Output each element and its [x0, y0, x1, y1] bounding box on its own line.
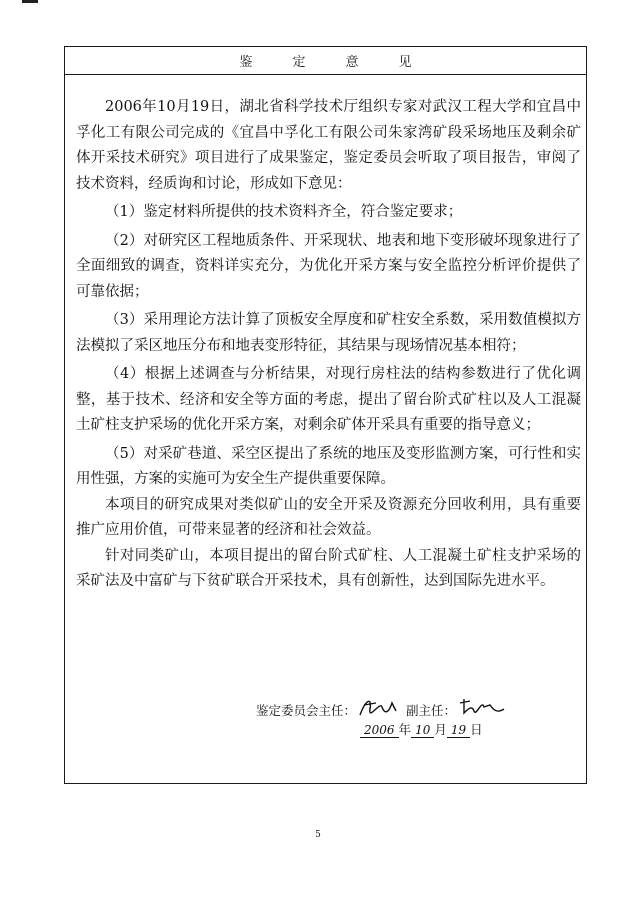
opinion-body — [76, 95, 581, 595]
chair-signature-icon — [358, 695, 400, 719]
chair-label: 鉴定委员会主任： — [256, 703, 357, 718]
year-label: 年 — [398, 722, 412, 737]
form-title: 鉴定意见 — [239, 55, 452, 70]
appraisal-opinion-form — [64, 46, 587, 784]
form-header — [65, 47, 586, 75]
conclusion-paragraph-1: 本项目的研究成果对类似矿山的安全开采及资源充分回收利用，具有重要推广应用价值，可带来显著的经济和社会效益。 — [76, 496, 581, 538]
opinion-item-1: （1）鉴定材料所提供的技术资料齐全，符合鉴定要求； — [105, 204, 463, 220]
date-row — [360, 720, 483, 738]
year-field — [360, 723, 399, 738]
day-field — [447, 723, 470, 738]
opinion-item-3: （3）采用理论方法计算了顶板安全厚度和矿柱安全系数，采用数值模拟方法模拟了采区地压分布和地表变形特征，其结果与现场情况基本相符； — [76, 312, 581, 354]
day-label: 日 — [470, 722, 483, 737]
conclusion-paragraph-2: 针对同类矿山，本项目提出的留台阶式矿柱、人工混凝土矿柱支护采场的采矿法及中富矿与下贫矿联合开采技术，具有创新性，达到国际先进水平。 — [76, 547, 581, 589]
opinion-item-4: （4）根据上述调查与分析结果，对现行房柱法的结构参数进行了优化调整，基于技术、经济和安全等方面的考虑，提出了留台阶式矿柱以及人工混凝土矿柱支护采场的优化开采方案，对剩余矿体开采具有重要的指导意义； — [76, 366, 581, 433]
signature-row — [256, 695, 512, 719]
month-field — [411, 723, 434, 738]
page-number: 5 — [315, 830, 321, 840]
intro-paragraph: 2006年10月19日，湖北省科学技术厅组织专家对武汉工程大学和宜昌中孚化工有限公司完成的《宜昌中孚化工有限公司朱家湾矿段采场地压及剩余矿体开采技术研究》项目进行了成果鉴定，鉴定委员会听取了项目报告，审阅了技术资料，经质询和讨论，形成如下意见： — [76, 99, 581, 192]
day-value: 19 — [450, 723, 467, 737]
vice-chair-label: 副主任： — [406, 703, 457, 718]
month-label: 月 — [434, 722, 447, 737]
opinion-item-2: （2）对研究区工程地质条件、开采现状、地表和地下变形破坏现象进行了全面细致的调查，资料详实充分，为优化开采方案与安全监控分析评价提供了可靠依据； — [76, 232, 581, 300]
month-value: 10 — [415, 723, 431, 737]
vice-chair-signature-icon — [458, 695, 506, 719]
year-value: 2006 — [364, 723, 395, 737]
scan-corner-mark — [22, 0, 38, 3]
opinion-item-5: （5）对采矿巷道、采空区提出了系统的地压及变形监测方案，可行性和实用性强，方案的实施可为安全生产提供重要保障。 — [76, 445, 581, 487]
